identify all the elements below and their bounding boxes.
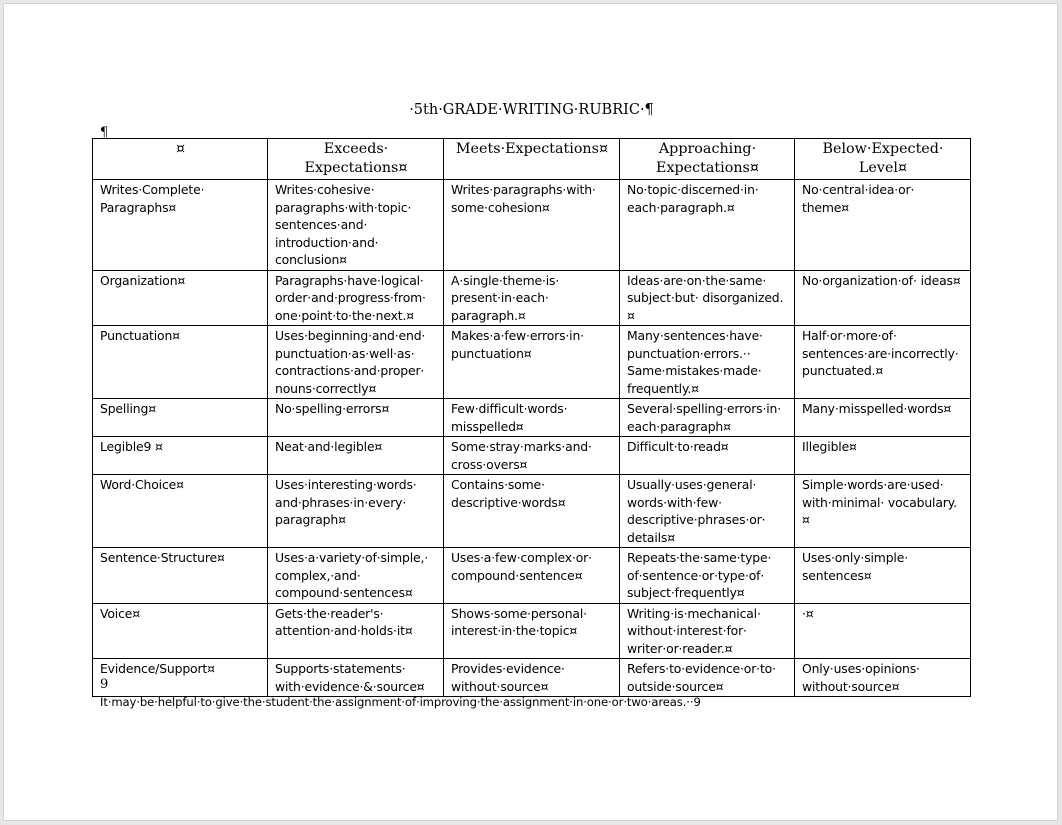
table-row	[93, 603, 971, 659]
table-cell[interactable]: Many·misspelled·words¤	[795, 399, 971, 437]
table-cell[interactable]: Simple·words·are·used· with·minimal· vocabulary.¤	[795, 475, 971, 548]
table-cell[interactable]: Illegible¤	[795, 437, 971, 475]
table-cell[interactable]: Difficult·to·read¤	[620, 437, 795, 475]
header-cell-approaching[interactable]: Approaching· Expectations¤	[620, 139, 795, 180]
table-cell[interactable]: Evidence/Support¤	[93, 659, 268, 697]
table-cell[interactable]: Uses·a·variety·of·simple,· complex,·and· compound·sentences¤	[268, 548, 444, 604]
table-row	[93, 180, 971, 271]
table-cell[interactable]: Legible9 ¤	[93, 437, 268, 475]
table-cell[interactable]: No·organization·of· ideas¤	[795, 270, 971, 326]
header-cell-below[interactable]: Below·Expected· Level¤	[795, 139, 971, 180]
table-cell[interactable]: A·single·theme·is· present·in·each· paragraph.¤	[444, 270, 620, 326]
table-cell[interactable]: Writes·cohesive· paragraphs·with·topic· sentences·and· introduction·and· conclusion¤	[268, 180, 444, 271]
document-page	[3, 3, 1058, 821]
table-cell[interactable]: Supports·statements· with·evidence·&·source¤	[268, 659, 444, 697]
header-cell-meets[interactable]: Meets·Expectations¤	[444, 139, 620, 180]
table-cell[interactable]: Shows·some·personal· interest·in·the·topic¤	[444, 603, 620, 659]
table-cell[interactable]: Spelling¤	[93, 399, 268, 437]
table-cell[interactable]: Gets·the·reader's· attention·and·holds·it¤	[268, 603, 444, 659]
table-row	[93, 270, 971, 326]
table-cell[interactable]: ·¤	[795, 603, 971, 659]
paragraph-mark: 9	[100, 677, 109, 692]
table-cell[interactable]: Several·spelling·errors·in· each·paragraph¤	[620, 399, 795, 437]
table-cell[interactable]: Provides·evidence· without·source¤	[444, 659, 620, 697]
table-cell[interactable]: Few·difficult·words· misspelled¤	[444, 399, 620, 437]
footer-note: It·may·be·helpful·to·give·the·student·the·assignment·of·improving·the·assignment·in·one·or·two·areas.··9	[100, 695, 701, 709]
table-cell[interactable]: Word·Choice¤	[93, 475, 268, 548]
pilcrow-mark: ¶	[100, 125, 109, 140]
table-row	[93, 399, 971, 437]
table-row	[93, 326, 971, 399]
table-cell[interactable]: Uses·only·simple· sentences¤	[795, 548, 971, 604]
table-cell[interactable]: Uses·interesting·words· and·phrases·in·every· paragraph¤	[268, 475, 444, 548]
table-cell[interactable]: Organization¤	[93, 270, 268, 326]
table-header-row	[93, 139, 971, 180]
table-cell[interactable]: Repeats·the·same·type· of·sentence·or·type·of· subject·frequently¤	[620, 548, 795, 604]
table-cell[interactable]: Sentence·Structure¤	[93, 548, 268, 604]
table-cell[interactable]: Refers·to·evidence·or·to· outside·source¤	[620, 659, 795, 697]
table-cell[interactable]: No·spelling·errors¤	[268, 399, 444, 437]
table-cell[interactable]: Writes·paragraphs·with· some·cohesion¤	[444, 180, 620, 271]
header-cell-criteria[interactable]: ¤	[93, 139, 268, 180]
table-cell[interactable]: Many·sentences·have· punctuation·errors.·· Same·mistakes·made· frequently.¤	[620, 326, 795, 399]
table-cell[interactable]: Neat·and·legible¤	[268, 437, 444, 475]
table-cell[interactable]: Ideas·are·on·the·same· subject·but· disorganized.¤	[620, 270, 795, 326]
table-cell[interactable]: Writes·Complete· Paragraphs¤	[93, 180, 268, 271]
document-title: ·5th·GRADE·WRITING·RUBRIC·¶	[409, 102, 654, 118]
table-row	[93, 548, 971, 604]
table-cell[interactable]: Makes·a·few·errors·in· punctuation¤	[444, 326, 620, 399]
table-row	[93, 437, 971, 475]
table-cell[interactable]: Contains·some· descriptive·words¤	[444, 475, 620, 548]
table-cell[interactable]: No·topic·discerned·in· each·paragraph.¤	[620, 180, 795, 271]
table-cell[interactable]: No·central·idea·or· theme¤	[795, 180, 971, 271]
table-cell[interactable]: Half·or·more·of· sentences·are·incorrectly· punctuated.¤	[795, 326, 971, 399]
table-row	[93, 475, 971, 548]
table-cell[interactable]: Uses·beginning·and·end· punctuation·as·well·as· contractions·and·proper· nouns·correctly¤	[268, 326, 444, 399]
table-cell[interactable]: Writing·is·mechanical· without·interest·for· writer·or·reader.¤	[620, 603, 795, 659]
table-cell[interactable]: Paragraphs·have·logical· order·and·progress·from· one·point·to·the·next.¤	[268, 270, 444, 326]
header-cell-exceeds[interactable]: Exceeds· Expectations¤	[268, 139, 444, 180]
table-cell[interactable]: Usually·uses·general· words·with·few· descriptive·phrases·or· details¤	[620, 475, 795, 548]
table-cell[interactable]: Uses·a·few·complex·or· compound·sentence¤	[444, 548, 620, 604]
table-row	[93, 659, 971, 697]
table-cell[interactable]: Punctuation¤	[93, 326, 268, 399]
table-cell[interactable]: Only·uses·opinions· without·source¤	[795, 659, 971, 697]
table-cell[interactable]: Some·stray·marks·and· cross·overs¤	[444, 437, 620, 475]
rubric-table	[92, 138, 971, 697]
table-cell[interactable]: Voice¤	[93, 603, 268, 659]
